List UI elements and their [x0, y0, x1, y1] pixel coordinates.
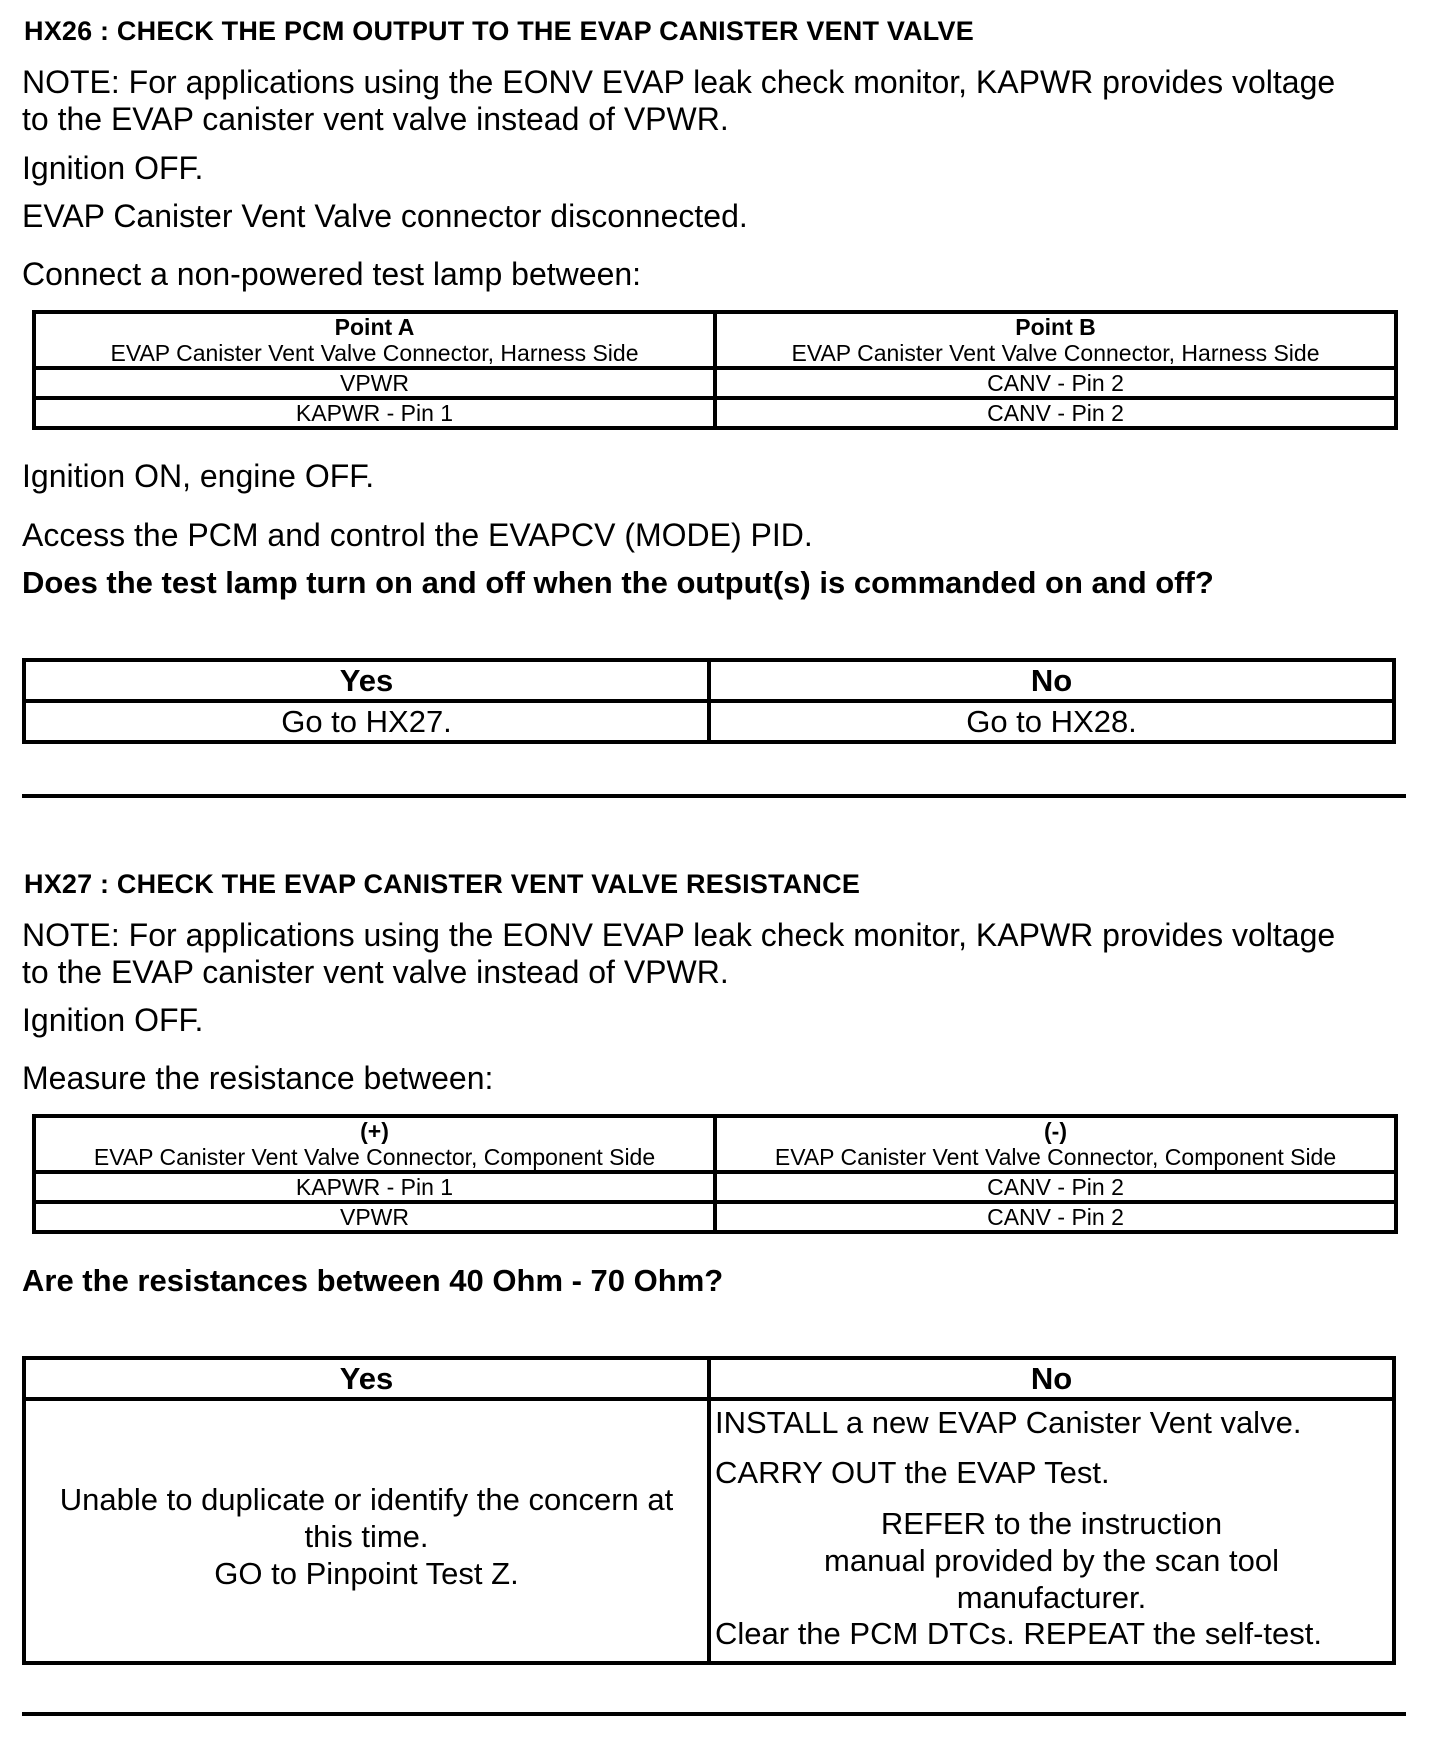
hx27-yes-line1: Unable to duplicate or identify the concern at — [59, 1481, 674, 1517]
hx27-points-table — [32, 1114, 1398, 1234]
hx26-point-b-header — [715, 312, 1396, 368]
hx26-point-a-title: Point A — [334, 314, 415, 340]
table-row — [34, 398, 1396, 428]
hx26-point-b-title: Point B — [1015, 314, 1096, 340]
hx27-no-line4: manual provided by the scan tool — [824, 1543, 1279, 1578]
hx26-step-ignition-on: Ignition ON, engine OFF. — [22, 458, 375, 494]
hx26-no-header: No — [709, 660, 1394, 701]
hx26-point-a-header — [34, 312, 715, 368]
hx26-heading: HX26 : CHECK THE PCM OUTPUT TO THE EVAP CANISTER VENT VALVE — [24, 16, 974, 46]
table-cell: KAPWR - Pin 1 — [34, 398, 715, 428]
section-divider — [22, 794, 1406, 798]
hx27-yes-action — [24, 1399, 709, 1663]
hx26-step-connector-disconnected: EVAP Canister Vent Valve connector disconnected. — [22, 198, 748, 234]
table-cell: CANV - Pin 2 — [715, 1172, 1396, 1202]
hx27-step-ignition-off: Ignition OFF. — [22, 1002, 204, 1038]
table-row — [34, 368, 1396, 398]
hx27-note-line1: NOTE: For applications using the EONV EVAP leak check monitor, KAPWR provides voltage — [22, 917, 1336, 953]
table-row — [34, 1172, 1396, 1202]
hx26-no-action: Go to HX28. — [709, 701, 1394, 742]
hx26-note-line2: to the EVAP canister vent valve instead of VPWR. — [22, 101, 729, 137]
hx27-heading: HX27 : CHECK THE EVAP CANISTER VENT VALVE RESISTANCE — [24, 869, 861, 899]
hx27-yes-line2: this time. — [304, 1518, 429, 1554]
hx26-result-table — [22, 658, 1396, 744]
hx26-yes-header: Yes — [24, 660, 709, 701]
hx27-no-header: No — [709, 1358, 1394, 1399]
table-row — [34, 1202, 1396, 1232]
hx26-step-connect-lamp: Connect a non-powered test lamp between: — [22, 256, 642, 292]
table-cell: CANV - Pin 2 — [715, 1202, 1396, 1232]
hx27-result-table — [22, 1356, 1396, 1665]
hx27-positive-header — [34, 1116, 715, 1172]
hx26-note-line1: NOTE: For applications using the EONV EVAP leak check monitor, KAPWR provides voltage — [22, 64, 1336, 100]
hx27-no-action — [709, 1399, 1394, 1663]
hx26-step-ignition-off: Ignition OFF. — [22, 150, 204, 186]
section-divider — [22, 1712, 1406, 1716]
hx27-yes-line3: GO to Pinpoint Test Z. — [214, 1555, 519, 1591]
table-cell: VPWR — [34, 1202, 715, 1232]
hx26-step-access-pcm: Access the PCM and control the EVAPCV (MODE) PID. — [22, 517, 813, 553]
hx27-note-line2: to the EVAP canister vent valve instead of VPWR. — [22, 954, 729, 990]
hx26-points-table — [32, 310, 1398, 430]
hx27-no-line6: Clear the PCM DTCs. REPEAT the self-test. — [715, 1616, 1322, 1651]
table-cell: CANV - Pin 2 — [715, 368, 1396, 398]
hx27-yes-header: Yes — [24, 1358, 709, 1399]
hx27-question: Are the resistances between 40 Ohm - 70 Ohm? — [22, 1263, 724, 1298]
table-cell: VPWR — [34, 368, 715, 398]
hx27-no-line3: REFER to the instruction — [880, 1506, 1223, 1541]
hx26-point-b-subtitle: EVAP Canister Vent Valve Connector, Harness Side — [791, 340, 1320, 366]
hx27-negative-header — [715, 1116, 1396, 1172]
hx27-negative-subtitle: EVAP Canister Vent Valve Connector, Component Side — [774, 1144, 1337, 1170]
hx27-no-line2: CARRY OUT the EVAP Test. — [715, 1455, 1110, 1490]
hx27-positive-subtitle: EVAP Canister Vent Valve Connector, Component Side — [93, 1144, 656, 1170]
table-cell: CANV - Pin 2 — [715, 398, 1396, 428]
hx26-point-a-subtitle: EVAP Canister Vent Valve Connector, Harness Side — [110, 340, 639, 366]
hx27-no-line5: manufacturer. — [956, 1580, 1147, 1615]
hx26-question: Does the test lamp turn on and off when the output(s) is commanded on and off? — [22, 565, 1214, 600]
hx27-positive-title: (+) — [360, 1118, 389, 1144]
hx27-step-measure: Measure the resistance between: — [22, 1060, 494, 1096]
hx27-no-line1: INSTALL a new EVAP Canister Vent valve. — [715, 1405, 1302, 1440]
hx27-negative-title: (-) — [1044, 1118, 1067, 1144]
table-cell: KAPWR - Pin 1 — [34, 1172, 715, 1202]
hx26-yes-action: Go to HX27. — [24, 701, 709, 742]
